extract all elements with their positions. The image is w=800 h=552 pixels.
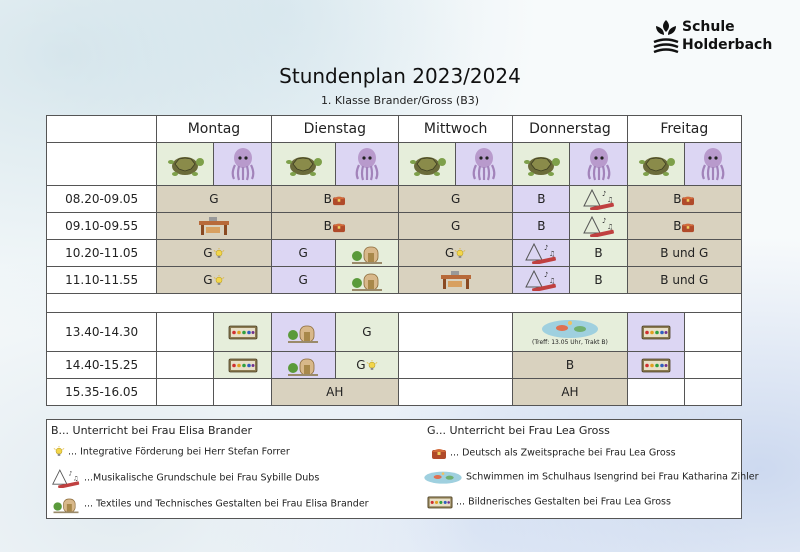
lesson-cell: B <box>513 213 570 240</box>
lesson-label: G <box>203 273 213 287</box>
table-row <box>47 313 742 352</box>
paint-box-icon <box>228 323 258 341</box>
chest-icon <box>681 194 695 206</box>
lesson-label: B <box>323 219 332 233</box>
turtle-cell <box>398 143 455 186</box>
pool-icon <box>540 317 600 339</box>
music-triangle-icon <box>524 242 558 264</box>
leaf-logo-icon <box>652 20 680 56</box>
house-craft-icon <box>286 320 320 344</box>
lesson-cell <box>271 186 398 213</box>
lesson-label: G <box>356 358 366 372</box>
lesson-cell <box>335 267 398 294</box>
day-tuesday: Dienstag <box>271 116 398 143</box>
time-cell: 11.10-11.55 <box>47 267 157 294</box>
lesson-cell: G <box>157 186 271 213</box>
lesson-cell <box>157 240 271 267</box>
lesson-cell <box>271 352 335 379</box>
lesson-cell: G <box>271 240 335 267</box>
legend-musik-label: ...Musikalische Grundschule bei Frau Sybille Dubs <box>84 472 320 484</box>
empty-cell <box>398 352 512 379</box>
turtle-cell <box>271 143 335 186</box>
turtle-cell <box>157 143 214 186</box>
legend-daz <box>431 446 676 460</box>
lesson-cell <box>627 213 741 240</box>
house-craft-icon <box>350 268 384 292</box>
octopus-cell <box>684 143 741 186</box>
table-row <box>47 213 742 240</box>
swimming-cell <box>513 313 627 352</box>
octopus-icon <box>584 147 614 181</box>
octopus-cell <box>456 143 513 186</box>
legend-bg <box>427 494 671 510</box>
bulb-icon <box>213 248 225 260</box>
bulb-icon <box>454 248 466 260</box>
school-logo <box>652 18 792 58</box>
table-row <box>47 352 742 379</box>
time-cell: 10.20-11.05 <box>47 240 157 267</box>
lesson-cell <box>627 186 741 213</box>
legend-daz-label: ... Deutsch als Zweitsprache bei Frau Lea Gross <box>450 447 676 459</box>
empty-cell <box>214 379 271 406</box>
lesson-label: B <box>673 192 682 206</box>
lunch-gap-row <box>47 294 742 313</box>
chest-icon <box>681 221 695 233</box>
house-craft-icon <box>350 241 384 265</box>
legend-g: G... Unterricht bei Frau Lea Gross <box>427 424 610 437</box>
lesson-cell: B <box>570 240 627 267</box>
lesson-cell <box>271 313 335 352</box>
class-icon-row <box>47 143 742 186</box>
paint-box-icon <box>427 494 453 510</box>
workbench-icon <box>439 270 473 290</box>
day-thursday: Donnerstag <box>513 116 627 143</box>
legend-textil-label: ... Textiles und Technisches Gestalten bei Frau Elisa Brander <box>84 498 369 510</box>
empty-cell <box>684 379 741 406</box>
lesson-cell <box>398 240 512 267</box>
legend-musik <box>51 468 319 488</box>
table-row <box>47 186 742 213</box>
lesson-label: B <box>323 192 332 206</box>
bulb-icon <box>366 360 378 372</box>
empty-cell <box>627 379 684 406</box>
bulb-icon <box>53 446 65 458</box>
logo-text <box>682 18 772 54</box>
ah-cell: AH <box>513 379 627 406</box>
pool-icon <box>423 468 463 486</box>
lesson-cell <box>214 313 271 352</box>
turtle-icon <box>165 149 205 179</box>
legend-foerderung-label: ... Integrative Förderung bei Herr Stefan Forrer <box>68 446 290 458</box>
legend-foerderung <box>53 446 290 458</box>
turtle-icon <box>407 149 447 179</box>
lesson-cell <box>570 186 627 213</box>
turtle-icon <box>521 149 561 179</box>
time-cell: 14.40-15.25 <box>47 352 157 379</box>
lesson-cell: B <box>570 267 627 294</box>
gap-cell <box>47 294 742 313</box>
logo-line-2: Holderbach <box>682 37 773 53</box>
turtle-icon <box>636 149 676 179</box>
lesson-cell <box>214 352 271 379</box>
legend-b: B... Unterricht bei Frau Elisa Brander <box>51 424 253 437</box>
lesson-cell: G <box>398 186 512 213</box>
octopus-icon <box>352 147 382 181</box>
lesson-cell <box>513 267 570 294</box>
lesson-cell <box>398 267 512 294</box>
lesson-cell <box>335 240 398 267</box>
empty-cell <box>157 379 214 406</box>
music-triangle-icon <box>51 468 81 488</box>
lesson-cell <box>570 213 627 240</box>
house-craft-icon <box>51 494 81 514</box>
legend-box <box>46 419 759 519</box>
time-cell: 08.20-09.05 <box>47 186 157 213</box>
time-cell: 13.40-14.30 <box>47 313 157 352</box>
swim-note: (Treff: 13.05 Uhr, Trakt B) <box>532 339 608 346</box>
empty-cell <box>684 313 741 352</box>
turtle-cell <box>513 143 570 186</box>
lesson-cell <box>157 267 271 294</box>
day-friday: Freitag <box>627 116 741 143</box>
music-triangle-icon <box>582 215 616 237</box>
paint-box-icon <box>641 323 671 341</box>
day-monday: Montag <box>157 116 271 143</box>
chest-icon <box>431 446 447 460</box>
lesson-cell <box>627 352 684 379</box>
lesson-cell: B <box>513 352 627 379</box>
lesson-label: B <box>673 219 682 233</box>
table-row <box>47 267 742 294</box>
lesson-label: G <box>444 246 455 260</box>
empty-cell <box>157 352 214 379</box>
house-craft-icon <box>286 353 320 377</box>
paint-box-icon <box>641 356 671 374</box>
legend-bg-label: ... Bildnerisches Gestalten bei Frau Lea Gross <box>456 496 671 508</box>
page-title: Stundenplan 2023/2024 <box>279 64 521 88</box>
lesson-cell: G <box>335 313 398 352</box>
empty-cell <box>398 379 512 406</box>
chest-icon <box>332 194 346 206</box>
octopus-icon <box>698 147 728 181</box>
empty-cell <box>684 352 741 379</box>
lesson-label: G <box>203 246 213 260</box>
music-triangle-icon <box>524 269 558 291</box>
lesson-cell <box>627 313 684 352</box>
empty-cell <box>157 313 214 352</box>
paint-box-icon <box>228 356 258 374</box>
octopus-cell <box>335 143 398 186</box>
day-header-row <box>47 116 742 143</box>
time-cell: 15.35-16.05 <box>47 379 157 406</box>
lesson-cell <box>271 213 398 240</box>
ah-cell: AH <box>271 379 398 406</box>
empty-cell <box>398 313 512 352</box>
music-triangle-icon <box>582 188 616 210</box>
lesson-cell: G <box>398 213 512 240</box>
table-row <box>47 379 742 406</box>
timetable <box>46 115 742 406</box>
lesson-cell: B und G <box>627 240 741 267</box>
octopus-icon <box>228 147 258 181</box>
legend-textil <box>51 494 369 514</box>
time-cell: 09.10-09.55 <box>47 213 157 240</box>
lesson-cell: B <box>513 186 570 213</box>
turtle-icon <box>283 149 323 179</box>
bulb-icon <box>213 275 225 287</box>
day-wednesday: Mittwoch <box>398 116 512 143</box>
table-row <box>47 240 742 267</box>
octopus-icon <box>469 147 499 181</box>
lesson-cell <box>513 240 570 267</box>
lesson-cell <box>157 213 271 240</box>
corner-cell <box>47 116 157 143</box>
octopus-cell <box>214 143 271 186</box>
chest-icon <box>332 221 346 233</box>
turtle-cell <box>627 143 684 186</box>
lesson-cell: G <box>271 267 335 294</box>
page-subtitle: 1. Klasse Brander/Gross (B3) <box>320 94 480 107</box>
octopus-cell <box>570 143 627 186</box>
logo-line-1: Schule <box>682 19 735 35</box>
corner-cell <box>47 143 157 186</box>
legend-schwimmen-label: Schwimmen im Schulhaus Isengrind bei Frau Katharina Zihler <box>466 471 759 483</box>
lesson-cell: B und G <box>627 267 741 294</box>
workbench-icon <box>197 216 231 236</box>
lesson-cell <box>335 352 398 379</box>
legend-schwimmen <box>423 468 759 486</box>
